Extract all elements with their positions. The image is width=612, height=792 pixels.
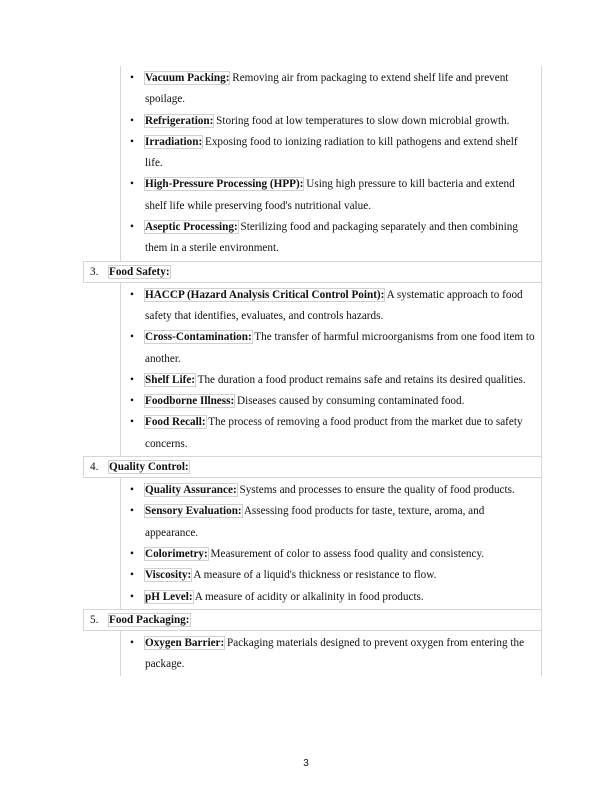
list-item <box>121 587 541 608</box>
term-definition: Diseases caused by consuming contaminated food. <box>234 395 465 408</box>
page-number: 3 <box>303 758 309 769</box>
term-label: Aseptic Processing: <box>145 221 238 234</box>
list-item <box>121 327 541 370</box>
term-label: Foodborne Illness: <box>145 395 235 408</box>
term-definition: Assessing food products for taste, texture, aroma, and appearance. <box>145 505 485 539</box>
list-item <box>121 132 541 175</box>
section-title: Quality Control: <box>109 461 189 474</box>
term-definition: Exposing food to ionizing radiation to kill pathogens and extend shelf life. <box>145 135 518 170</box>
term-label: pH Level: <box>145 590 193 603</box>
bullet-icon: • <box>130 288 134 301</box>
term-label: Vacuum Packing: <box>145 72 230 84</box>
term-definition: Using high pressure to kill bacteria and extend shelf life while preserving food's nutritional value. <box>145 178 515 212</box>
definition-list <box>120 283 542 456</box>
definition-list <box>120 66 542 261</box>
term-definition: Sterilizing food and packaging separately and then combining them in a sterile environment. <box>145 221 518 255</box>
section-header <box>83 456 542 478</box>
list-item <box>121 111 541 132</box>
term-definition: Measurement of color to assess food quality and consistency. <box>207 547 485 560</box>
bullet-icon: • <box>130 395 134 408</box>
list-item <box>121 68 541 111</box>
term-definition: A measure of acidity or alkalinity in food products. <box>192 590 424 603</box>
term-label: Oxygen Barrier: <box>145 636 225 649</box>
term-definition: Systems and processes to ensure the quality of food products. <box>236 484 515 497</box>
bullet-icon: • <box>130 636 134 649</box>
bullet-icon: • <box>130 331 134 344</box>
bullet-icon: • <box>130 135 134 148</box>
term-label: Colorimetry: <box>145 547 208 560</box>
term-label: Viscosity: <box>145 569 192 582</box>
section-number: 3. <box>90 265 99 278</box>
section-title: Food Safety: <box>109 265 170 278</box>
bullet-icon: • <box>130 178 134 191</box>
term-definition: A measure of a liquid's thickness or resistance to flow. <box>191 569 437 582</box>
term-label: Shelf Life: <box>145 373 196 386</box>
section-header <box>83 609 542 631</box>
bullet-icon: • <box>130 505 134 518</box>
definition-list <box>120 631 542 677</box>
term-label: Cross-Contamination: <box>145 331 252 344</box>
term-definition: The process of removing a food product from the market due to safety concerns. <box>145 416 523 450</box>
term-definition: The transfer of harmful microorganisms from one food item to another. <box>145 331 535 365</box>
term-definition: Storing food at low temperatures to slow down microbial growth. <box>213 114 510 127</box>
term-label: Irradiation: <box>145 135 203 148</box>
bullet-icon: • <box>130 416 134 429</box>
term-definition: Removing air from packaging to extend shelf life and prevent spoilage. <box>145 72 509 106</box>
bullet-icon: • <box>130 114 134 127</box>
bullet-icon: • <box>130 547 134 560</box>
list-item <box>121 174 541 217</box>
term-label: Food Recall: <box>145 416 206 429</box>
list-item <box>121 217 541 260</box>
bullet-icon: • <box>130 72 134 84</box>
bullet-icon: • <box>130 484 134 497</box>
definition-list <box>120 478 542 609</box>
list-item <box>121 544 541 565</box>
term-definition: A systematic approach to food safety that identifies, evaluates, and controls hazards. <box>145 288 523 322</box>
bullet-icon: • <box>130 373 134 386</box>
section-number: 4. <box>90 461 99 474</box>
term-label: High-Pressure Processing (HPP): <box>145 178 304 191</box>
list-item <box>121 565 541 586</box>
list-item <box>121 285 541 328</box>
term-definition: Packaging materials designed to prevent oxygen from entering the package. <box>145 636 525 671</box>
list-item <box>121 370 541 391</box>
section-header <box>83 261 542 283</box>
section-title: Food Packaging: <box>109 613 190 626</box>
term-label: Refrigeration: <box>145 114 214 127</box>
list-item <box>121 480 541 501</box>
section-number: 5. <box>90 613 99 626</box>
term-label: HACCP (Hazard Analysis Critical Control Point): <box>145 288 385 301</box>
list-item <box>121 633 541 676</box>
term-label: Sensory Evaluation: <box>145 505 242 518</box>
list-item <box>121 391 541 412</box>
term-definition: The duration a food product remains safe and retains its desired qualities. <box>195 373 526 386</box>
list-item <box>121 412 541 455</box>
bullet-icon: • <box>130 569 134 582</box>
term-label: Quality Assurance: <box>145 484 237 497</box>
document-body <box>83 66 542 676</box>
bullet-icon: • <box>130 590 134 603</box>
list-item <box>121 501 541 544</box>
bullet-icon: • <box>130 221 134 234</box>
